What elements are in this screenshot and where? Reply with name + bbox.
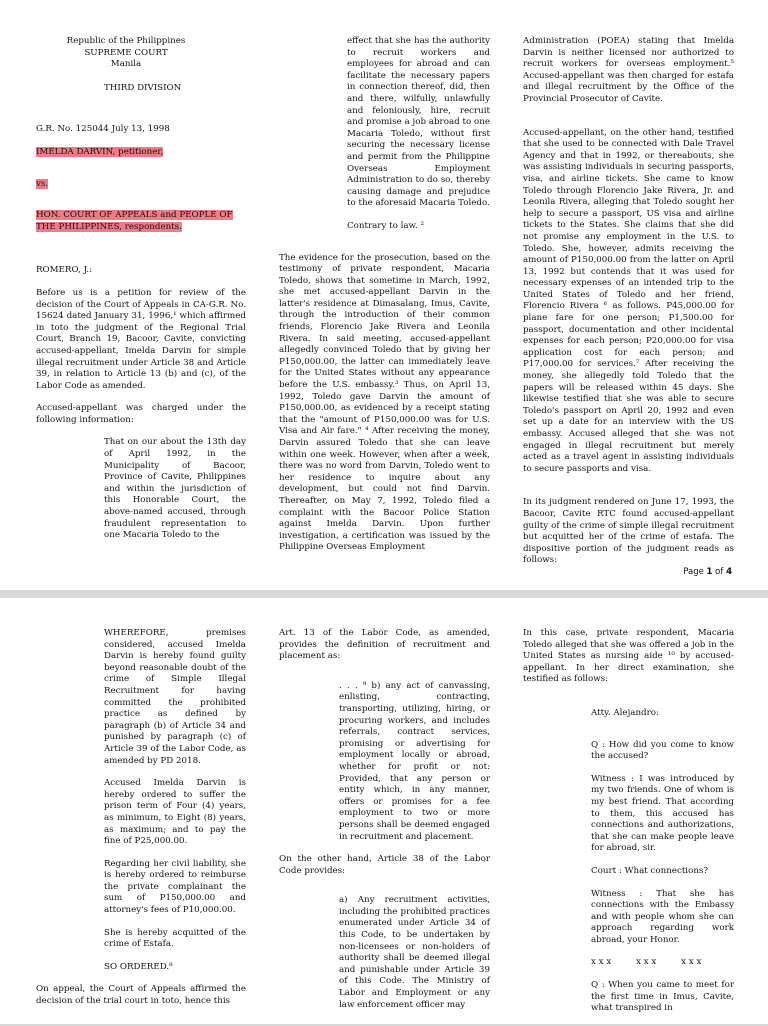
speaker-label: Atty. Alejandro: xyxy=(591,707,659,718)
petitioner: IMELDA DARVIN, petitioner, xyxy=(36,146,164,157)
quoted-information: That on our about the 13th day of April 1992, in the Municipality of Bacoor, Province of Cavite, Philippines and within the jurisdiction of this Honorable Court, the above-named accused, through fraudulent representation to one Macaria Toledo to the xyxy=(104,437,246,541)
paragraph: Accused-appellant was charged under the following information: xyxy=(36,403,246,425)
paragraph: Before us is a petition for review of the decision of the Court of Appeals in CA-G.R. No. 15624 dated January 31, 1996,¹ which affirmed in toto the judgment of the Regional Trial Court, Branch 19, Bacoor, Cavite, convicting accused-appellant, Imelda Darvin for simple illegal recruitment under Article 38 and Article 39, in relation to Article 13 (b) and (c), of the Labor Code as amended. xyxy=(36,287,246,391)
column-3 xyxy=(523,36,734,578)
statute-quote: . . . ⁹ b) any act of canvassing, enlisting, contracting, transporting, utilizing, hiring, or procuring workers, and includes referrals, contract services, promising or advertising for employment locally or abroad, whether for profit or not: Provided, that any person or entity which, in any manner, offers or promises for a fee employment to two or more persons shall be deemed engaged in recruitment and placement. xyxy=(339,680,490,842)
page-footer xyxy=(683,567,732,577)
paragraph: Accused-appellant, on the other hand, testified that she used to be connected with Dale Travel Agency and that in 1992, or thereabouts, she was assisting individuals in securing passports, visa, and airline tickets. She came to know Toledo through Florencio Jake Rivera, Jr. and Leonila Rivera, alleging that Toledo sought her help to secure a passport, US visa and airline tickets to the States. She claims that she did not promise any employment in the U.S. to Toledo. She, however, admits receiving the amount of P150,000.00 from the latter on April 13, 1992 but contends that it was used for necessary expenses of an intended trip to the United States of Toledo and her friend, Florencio Rivera ⁶ as follows. P45,000.00 for plane fare for one person; P1,500.00 for passport, documentation and other incidental expenses for each person; P20,000.00 for visa application cost for each person; and P17,000.00 for services.⁷ After receiving the money, she allegedly told Toledo that the papers will be released within 45 days. She likewise testified that she was able to secure Toledo's passport on April 20, 1992 and even set up a date for an interview with the US embassy. Accused alleged that she was not engaged in illegal recruitment but merely acted as a travel agent in assisting individuals to secure passports and visa. xyxy=(523,127,734,474)
paragraph: Administration (POEA) stating that Imelda Darvin is neither licensed nor authorized to recruit workers for overseas employment.⁵ Accused-appellant was then charged for estafa and illegal recruitment by the Office of the Provincial Prosecutor of Cavite. xyxy=(523,36,734,104)
document-page-2 xyxy=(0,598,768,1024)
omission-marks: x x x x x x x x x xyxy=(591,957,702,968)
paragraph: On the other hand, Article 38 of the Labor Code provides: xyxy=(279,854,490,876)
paragraph: On appeal, the Court of Appeals affirmed the decision of the trial court in toto, hence this xyxy=(36,984,246,1007)
footer-of-label: of xyxy=(715,567,724,577)
court-header xyxy=(6,36,246,71)
column-1 xyxy=(36,628,246,1019)
ponente: ROMERO, J.: xyxy=(36,265,93,276)
header-republic: Republic of the Philippines xyxy=(66,36,186,46)
so-ordered: SO ORDERED.⁸ xyxy=(104,961,173,972)
dispositive-quote: WHEREFORE, premises considered, accused Imelda Darvin is hereby found guilty beyond reasonable doubt of the crime of Simple Illegal Recruitment for having committed the prohibited practice as defined by paragraph (b) of Article 34 and punished by paragraph (c) of Article 39 of the Labor Code, as amended by PD 2018. xyxy=(104,628,246,766)
paragraph: In its judgment rendered on June 17, 1993, the Bacoor, Cavite RTC found accused-appellant guilty of the crime of simple illegal recruitment but acquitted her of the crime of estafa. The dispositive portion of the judgment reads as follows: xyxy=(523,497,734,566)
column-2 xyxy=(279,628,490,1022)
footer-page-label: Page xyxy=(683,567,704,577)
testimony-court: Court : What connections? xyxy=(591,865,709,876)
paragraph: In this case, private respondent, Macaria Toledo alleged that she was offered a job in the United States as nursing aide ¹⁰ by accused-appellant. In her direct examination, she testified as follows: xyxy=(523,628,734,685)
statute-quote: a) Any recruitment activities, including the prohibited practices enumerated under Article 34 of this Code, to be undertaken by non-licensees or non-holders of authority shall be deemed illegal and punishable under Article 39 of this Code. The Ministry of Labor and Employment or any law enforcement officer may xyxy=(339,895,490,1010)
testimony-question: Q : When you came to meet for the first time in Imus, Cavite, what transpired in xyxy=(591,980,734,1014)
respondents: HON. COURT OF APPEALS and PEOPLE OF THE PHILIPPINES, respondents. xyxy=(36,210,233,232)
quoted-information-cont: effect that she has the authority to recruit workers and employees for abroad and can facilitate the necessary papers in connection thereof, did, then and there, wilfully, unlawfully and feloniously, hire, recruit and promise a job abroad to one Macaria Toledo, without first securing the necessary license and permit from the Philippine Overseas Employment Administration to do so, thereby causing damage and prejudice to the aforesaid Macaria Toledo. xyxy=(347,36,490,209)
dispositive-quote: Regarding her civil liability, she is hereby ordered to reimburse the private complainant the sum of P150,000.00 and attorney's fees of P10,000.00. xyxy=(104,858,246,916)
column-1 xyxy=(36,0,246,553)
header-city: Manila xyxy=(110,59,142,70)
header-division: THIRD DIVISION xyxy=(104,82,182,93)
dispositive-quote: She is hereby acquitted of the crime of Estafa. xyxy=(104,927,246,950)
dispositive-quote: Accused Imelda Darvin is hereby ordered to suffer the prison term of Four (4) years, as minimum, to Eight (8) years, as maximum; and to pay the fine of P25,000.00. xyxy=(104,778,246,847)
testimony-question: Q : How did you come to know the accused? xyxy=(591,739,734,762)
column-2 xyxy=(279,36,490,565)
paragraph: Art. 13 of the Labor Code, as amended, provides the definition of recruitment and placement as: xyxy=(279,628,490,662)
versus: vs. xyxy=(36,178,49,189)
footer-total-pages: 4 xyxy=(726,567,732,577)
testimony-answer: Witness : I was introduced by my two friends. One of whom is my best friend. That according to them, this accused has connections and authorizations, that she can make people leave for abroad, sir. xyxy=(591,773,734,854)
testimony-answer: Witness : That she has connections with the Embassy and with people whom she can approach regarding work abroad, your Honor. xyxy=(591,888,734,945)
paragraph: The evidence for the prosecution, based on the testimony of private respondent, Macaria Toledo, shows that sometime in March, 1992, she met accused-appellant Darvin in the latter's residence at Dimasalang, Imus, Cavite, through the introduction of their common friends, Florencio Jake Rivera and Leonila Rivera. In said meeting, accused-appellant allegedly convinced Toledo that by giving her P150,000.00, the latter can immediately leave for the United States without any appearance before the U.S. embassy.³ Thus, on April 13, 1992, Toledo gave Darvin the amount of P150,000.00, as evidenced by a receipt stating that the "amount of P150,000.00 was for U.S. Visa and Air fare." ⁴ After receiving the money, Darvin assured Toledo that she can leave within one week. However, when after a week, there was no word from Darvin, Toledo went to her residence to inquire about any development, but could not find Darvin. Thereafter, on May 7, 1992, Toledo filed a complaint with the Bacoor Police Station against Imelda Darvin. Upon further investigation, a certification was issued by the Philippine Overseas Employment xyxy=(279,252,490,553)
case-number: G.R. No. 125044 July 13, 1998 xyxy=(36,124,170,135)
header-court: SUPREME COURT xyxy=(84,47,168,58)
column-3 xyxy=(523,628,734,1026)
contrary-to-law: Contrary to law. ² xyxy=(347,220,424,231)
footer-page-number: 1 xyxy=(706,567,713,577)
